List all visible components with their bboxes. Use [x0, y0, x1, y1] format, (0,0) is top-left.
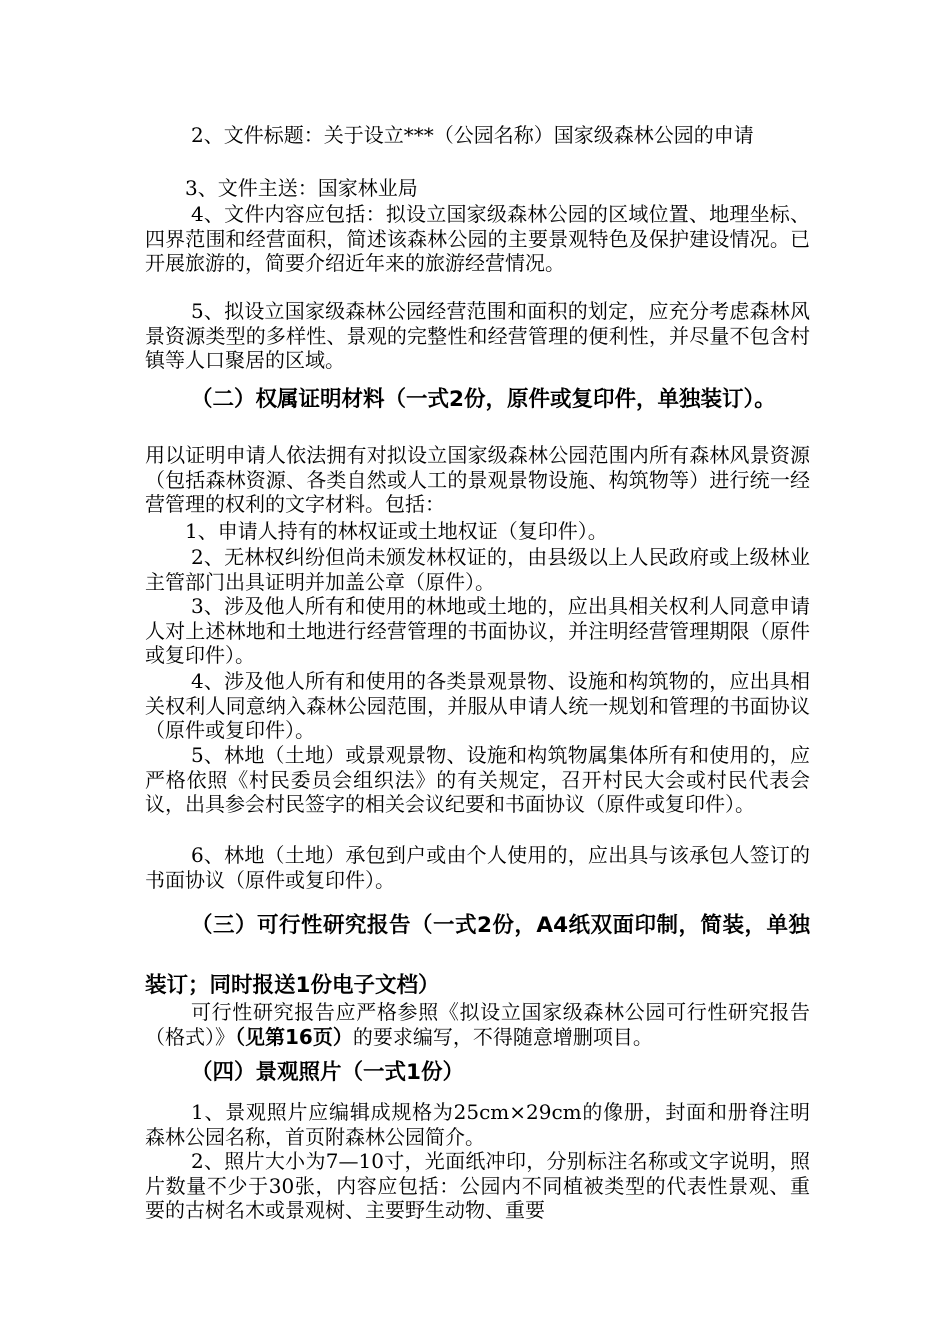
- ownership-item: 6、林地（土地）承包到户或由个人使用的，应出具与该承包人签订的书面协议（原件或复印件）。: [145, 843, 810, 892]
- paragraph-content: 4、文件内容应包括：拟设立国家级森林公园的区域位置、地理坐标、四界范围和经营面积，简述该森林公园的主要景观特色及保护建设情况。已开展旅游的，简要介绍近年来的旅游经营情况。: [145, 202, 810, 275]
- ownership-item: 5、林地（土地）或景观景物、设施和构筑物属集体所有和使用的，应严格依照《村民委员会组织法》的有关规定，召开村民大会或村民代表会议，出具参会村民签字的相关会议纪要和书面协议（原件或复印件）。: [145, 743, 810, 816]
- paragraph-title: 2、文件标题：关于设立***（公园名称）国家级森林公园的申请: [191, 123, 754, 147]
- page-reference: （见第16页）: [235, 1024, 353, 1049]
- feasibility-body: [145, 1000, 810, 1049]
- section-heading-feasibility: [145, 896, 810, 1016]
- ownership-intro: 用以证明申请人依法拥有对拟设立国家级森林公园范围内所有森林风景资源（包括森林资源、各类自然或人工的景观景物设施、构筑物等）进行统一经营管理的权利的文字材料。包括：: [145, 443, 810, 516]
- photos-item: 1、景观照片应编辑成规格为25cm×29cm的像册，封面和册脊注明森林公园名称，首页附森林公园简介。: [145, 1100, 810, 1149]
- section-heading-feasibility-text: （三）可行性研究报告（一式2份，A4纸双面印制，简装，单独装订；同时报送1份电子文档）: [145, 913, 810, 998]
- paragraph-scope: 5、拟设立国家级森林公园经营范围和面积的划定，应充分考虑森林风景资源类型的多样性、景观的完整性和经营管理的便利性，并尽量不包含村镇等人口聚居的区域。: [145, 299, 810, 372]
- section-heading-photos-text: （四）景观照片（一式1份）: [191, 1060, 464, 1085]
- feasibility-body-text: 可行性研究报告应严格参照《拟设立国家级森林公园可行性研究报告（格式）》: [145, 1000, 810, 1049]
- ownership-item: 2、无林权纠纷但尚未颁发林权证的，由县级以上人民政府或上级林业主管部门出具证明并加盖公章（原件）。: [145, 545, 810, 594]
- section-heading-ownership: [145, 370, 810, 430]
- ownership-item: 1、申请人持有的林权证或土地权证（复印件）。: [185, 519, 608, 543]
- ownership-item: 4、涉及他人所有和使用的各类景观景物、设施和构筑物的，应出具相关权利人同意纳入森林公园范围，并服从申请人统一规划和管理的书面协议（原件或复印件）。: [145, 669, 810, 742]
- paragraph-recipient: 3、文件主送：国家林业局: [185, 176, 418, 200]
- section-heading-ownership-text: （二）权属证明材料（一式2份，原件或复印件，单独装订）。: [191, 387, 776, 412]
- photos-item: 2、照片大小为7—10寸，光面纸冲印，分别标注名称或文字说明，照片数量不少于30张，内容应包括：公园内不同植被类型的代表性景观、重要的古树名木或景观树、主要野生动物、重要: [145, 1149, 810, 1222]
- feasibility-body-tail: 的要求编写，不得随意增删项目。: [352, 1024, 653, 1049]
- section-heading-photos: [145, 1052, 810, 1094]
- ownership-item: 3、涉及他人所有和使用的林地或土地的，应出具相关权利人同意申请人对上述林地和土地进行经营管理的书面协议，并注明经营管理期限（原件或复印件）。: [145, 594, 810, 667]
